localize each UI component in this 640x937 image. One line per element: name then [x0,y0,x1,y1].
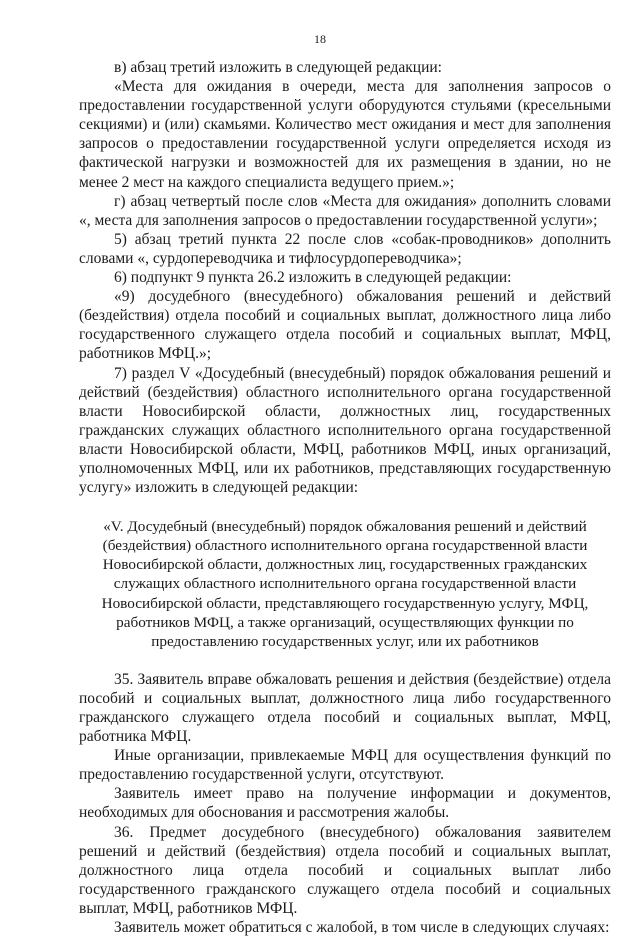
paragraph-right-to-information: Заявитель имеет право на получение информации и документов, необходимых для обоснования и рассмотрения жалобы. [79,785,611,822]
paragraph-amend-v-intro: в) абзац третий изложить в следующей редакции: [114,59,442,76]
page-number: 18 [314,32,326,46]
paragraph-item-7: 7) раздел V «Досудебный (внесудебный) порядок обжалования решений и действий (бездействия) областного исполнительного органа государственной власти Новосибирской области, должностных лиц, государственных гражданских служащих областного исполнительного органа государственной власти Новосибирской области, МФЦ, работников МФЦ, иных организаций, уполномоченных МФЦ, или их работников, представляющих государственную услугу» изложить в следующей редакции: [79,364,611,497]
paragraph-item-6: 6) подпункт 9 пункта 26.2 изложить в следующей редакции: [114,269,512,287]
paragraph-complaint-cases: Заявитель может обратиться с жалобой, в том числе в следующих случаях: [114,919,610,937]
paragraph-waiting-places: «Места для ожидания в очереди, места для заполнения запросов о предоставлении государственной услуги оборудуются стульями (кресельными секциями) и (или) скамьями. Количество мест ожидания и мест для заполнения запросов о предоставлении государственной услуги определяется исходя из фактической нагрузки и возможностей для их размещения в здании, но не менее 2 мест на каждого специалиста ведущего прием.»; [79,78,611,191]
paragraph-subitem-9: «9) досудебного (внесудебного) обжалования решений и действий (бездействия) отдела пособий и социальных выплат, должностного лица либо государственного служащего отдела пособий и социальных выплат, МФЦ, работников МФЦ.»; [79,288,611,363]
paragraph-35: 35. Заявитель вправе обжаловать решения и действия (бездействие) отдела пособий и социальных выплат, должностного лица либо государственного гражданского служащего отдела пособий и социальных выплат, МФЦ, работника МФЦ. [79,670,611,746]
paragraph-36: 36. Предмет досудебного (внесудебного) обжалования заявителем решений и действий (бездействия) отдела пособий и социальных выплат, должностного лица отдела пособий и социальных выплат либо государственного гражданского служащего отдела пособий и социальных выплат, МФЦ, работников МФЦ. [79,823,611,917]
document-body [79,58,611,937]
paragraph-item-5: 5) абзац третий пункта 22 после слов «собак-проводников» дополнить словами «, сурдопереводчика и тифлосурдопереводчика»; [79,230,611,267]
paragraph-other-organizations: Иные организации, привлекаемые МФЦ для осуществления функций по предоставлению государственной услуги, отсутствуют. [79,747,611,784]
section-heading: «V. Досудебный (внесудебный) порядок обжалования решений и действий (бездействия) областного исполнительного органа государственной власти Новосибирской области, должностных лиц, государственных гражданских служащих областного исполнительного органа государственной власти Новосибирской области, представляющего государственную услугу, МФЦ, работников МФЦ, а также организаций, осуществляющих функции по предоставлению государственных услуг, или их работников [101,518,589,650]
paragraph-amend-g: г) абзац четвертый после слов «Места для ожидания» дополнить словами «, места для заполнения запросов о предоставлении государственной услуги»; [79,192,611,229]
